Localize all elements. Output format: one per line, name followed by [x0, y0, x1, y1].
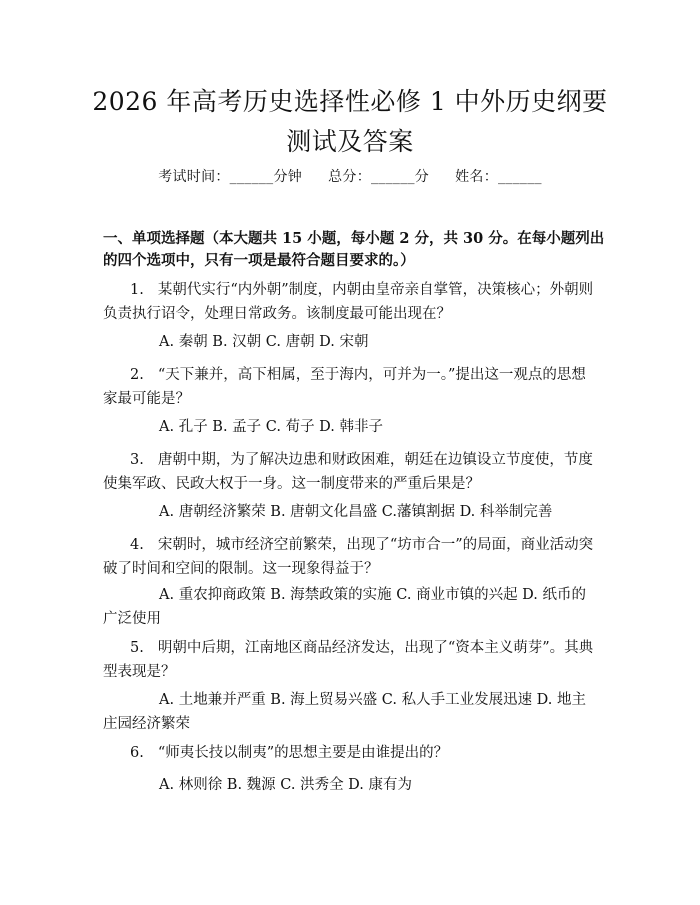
options-text: A. 林则徐 B. 魏源 C. 洪秀全 D. 康有为 — [159, 777, 413, 793]
question-text: “天下兼并，高下相属，至于海内，可并为一。”提出这一观点的思想家最可能是？ — [103, 367, 586, 407]
page-title — [60, 82, 640, 162]
question-5-options — [103, 688, 600, 736]
question-number: 6. — [130, 745, 144, 761]
question-4-options — [103, 583, 600, 631]
question-number: 3. — [130, 452, 144, 468]
total-score-field: 总分：______分 — [328, 169, 430, 185]
question-2-options — [103, 415, 600, 439]
question-6-options — [103, 773, 600, 797]
question-number: 1. — [130, 282, 144, 298]
exam-meta — [0, 166, 700, 186]
question-1-options — [103, 330, 600, 354]
title-line-2: 测试及答案 — [286, 127, 414, 156]
options-text: A. 土地兼并严重 B. 海上贸易兴盛 C. 私人手工业发展迅速 D. 地主庄园经济繁荣 — [103, 692, 587, 732]
question-number: 5. — [130, 640, 144, 656]
question-text: 明朝中后期，江南地区商品经济发达，出现了“资本主义萌芽”。其典型表现是？ — [103, 640, 594, 680]
exam-time-field: 考试时间：______分钟 — [158, 169, 303, 185]
options-text: A. 秦朝 B. 汉朝 C. 唐朝 D. 宋朝 — [159, 334, 369, 350]
question-text: 某朝代实行“内外朝”制度，内朝由皇帝亲自掌管，决策核心；外朝则负责执行诏令，处理日常政务。该制度最可能出现在？ — [103, 282, 594, 322]
options-text: A. 孔子 B. 孟子 C. 荀子 D. 韩非子 — [159, 419, 384, 435]
question-text: “师夷长技以制夷”的思想主要是由谁提出的？ — [157, 745, 449, 761]
question-number: 2. — [130, 367, 144, 383]
student-name-field: 姓名：______ — [455, 169, 542, 185]
options-text: A. 重农抑商政策 B. 海禁政策的实施 C. 商业市镇的兴起 D. 纸币的广泛使用 — [103, 587, 587, 627]
question-4 — [103, 533, 600, 581]
question-3-options — [103, 500, 600, 524]
section-heading: 一、单项选择题（本大题共 15 小题，每小题 2 分，共 30 分。在每小题列出的四个选项中，只有一项是最符合题目要求的。） — [103, 230, 605, 269]
title-line-1: 2026 年高考历史选择性必修 1 中外历史纲要 — [92, 87, 608, 116]
question-text: 唐朝中期，为了解决边患和财政困难，朝廷在边镇设立节度使，节度使集军政、民政大权于一身。这一制度带来的严重后果是？ — [103, 452, 593, 492]
question-6 — [103, 741, 600, 765]
options-text: A. 唐朝经济繁荣 B. 唐朝文化昌盛 C.藩镇割据 D. 科举制完善 — [159, 504, 553, 520]
question-number: 4. — [130, 537, 144, 553]
question-text: 宋朝时，城市经济空前繁荣，出现了“坊市合一”的局面，商业活动突破了时间和空间的限制。这一现象得益于？ — [103, 537, 594, 577]
question-2 — [103, 363, 600, 411]
question-3 — [103, 448, 600, 496]
question-5 — [103, 636, 600, 684]
question-1 — [103, 278, 600, 326]
